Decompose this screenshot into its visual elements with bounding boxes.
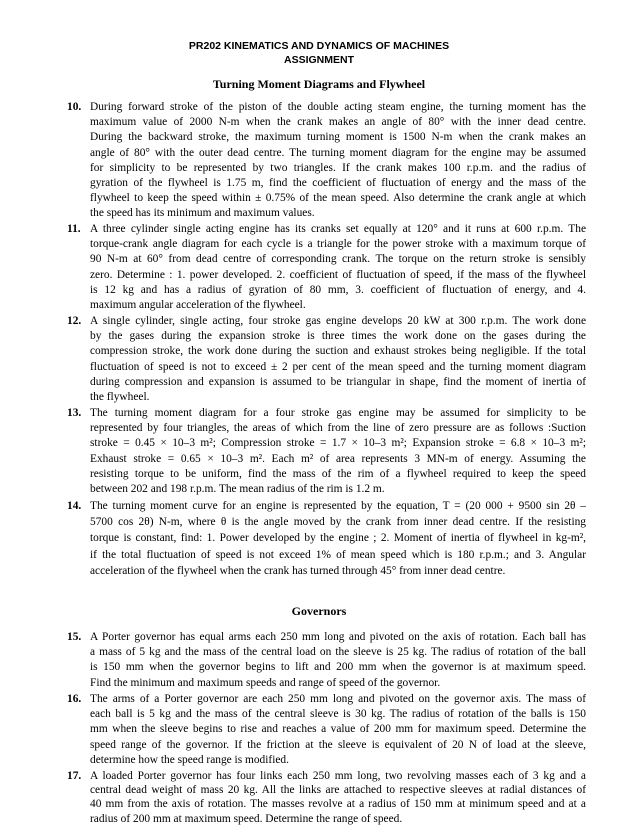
problem-line: maximum angular acceleration of the flywheel. — [90, 299, 306, 312]
problem-line: During forward stroke of the piston of the double acting steam engine, the turning moment has the — [90, 101, 586, 113]
problem-line: maximum value of 2000 N-m when the crank makes an angle of 80° with the inner dead centre. — [90, 116, 586, 129]
problem-line: flywheel to keep the speed within ± 0.75% of the mean speed. Also determine the crank angle at which — [90, 192, 586, 205]
problem-line: resisting torque to be uniform, find the mass of the rim of a flywheel required to keep the speed — [90, 467, 586, 480]
problem-line: Find the minimum and maximum speeds and range of speed of the governor. — [90, 676, 441, 689]
problem-line: A single cylinder, single acting, four stroke gas engine develops 20 kW at 300 r.p.m. The work done — [90, 315, 586, 327]
problem-line: torque is constant, find: 1. Power developed by the engine ; 2. Moment of inertia of flywheel in kg-m², — [90, 532, 586, 545]
problem-13 — [67, 406, 586, 497]
section-title-governors: Governors — [291, 604, 347, 618]
problem-number: 15. — [67, 631, 82, 643]
problem-line: A loaded Porter governor has four links each 250 mm long, two revolving masses each of 3 kg and a — [90, 770, 586, 782]
problem-line: radius of 200 mm at maximum speed. Determine the range of speed. — [90, 812, 403, 825]
problem-line: 5700 cos 2θ) N-m, where θ is the angle moved by the crank from inner dead centre. If the resisting — [90, 516, 586, 529]
problem-line: A Porter governor has equal arms each 250 mm long and pivoted on the axis of rotation. Each ball has — [90, 631, 586, 643]
problem-line: central dead weight of mass 20 kg. All the links are attached to respective sleeves at radial distances of — [90, 784, 586, 797]
problem-line: each ball is 5 kg and the mass of the central sleeve is 30 kg. The radius of rotation of the balls is 150 — [90, 708, 586, 721]
problem-line: zero. Determine : 1. power developed. 2. coefficient of fluctuation of speed, if the mass of the flywheel — [90, 268, 586, 281]
problem-line: During the backward stroke, the maximum turning moment is 1500 N-m when the crank makes an — [90, 131, 586, 144]
problem-line: compression stroke, the work done during the suction and exhaust strokes being negligible. If the total — [90, 345, 586, 358]
problem-line: stroke = 0.45 × 10–3 m²; Compression stroke = 1.7 × 10–3 m²; Expansion stroke = 6.8 × 10–3 m²; — [90, 437, 586, 450]
problem-line: angle of 80° with the outer dead centre. The turning moment diagram for the engine may be assumed — [90, 146, 586, 159]
problem-line: between 202 and 198 r.p.m. The mean radius of the rim is 1.2 m. — [90, 483, 385, 496]
problem-line: represented by four triangles, the areas of which from the line of zero pressure are as follows :Suction — [90, 422, 586, 435]
problem-line: The turning moment diagram for a four stroke gas engine may be assumed for simplicity to be — [90, 407, 586, 419]
problem-line: during compression and expansion is assumed to be triangular in shape, find the moment of inertia of — [90, 375, 586, 388]
problem-line: The turning moment curve for an engine is represented by the equation, T = (20 000 + 9500 sin 2θ – — [90, 500, 586, 512]
problem-number: 11. — [67, 223, 81, 235]
problem-line: is 150 mm when the governor begins to lift and 200 mm when the governor is at maximum speed. — [90, 661, 586, 674]
problem-number: 10. — [67, 101, 82, 113]
problem-line: 90 N-m at 60° from dead centre of corresponding crank. The torque on the return stroke is sensibly — [90, 253, 586, 266]
problem-line: speed range of the governor. If the friction at the sleeve is equivalent of 20 N of load at the sleeve, — [90, 738, 586, 751]
problem-line: The arms of a Porter governor are each 250 mm long and pivoted on the governor axis. The mass of — [90, 693, 586, 705]
problem-number: 13. — [67, 407, 82, 419]
problem-15 — [67, 630, 586, 691]
problem-line: if the total fluctuation of speed is not exceed 1% of mean speed which is 180 r.p.m.; and 3. Angular — [90, 548, 586, 561]
problem-line: acceleration of the flywheel when the crank has turned through 45° from inner dead centre. — [90, 564, 506, 577]
problem-number: 14. — [67, 500, 82, 512]
problem-16 — [67, 692, 586, 768]
problem-17 — [67, 769, 586, 826]
problem-line: a mass of 5 kg and the mass of the central load on the sleeve is 25 kg. The radius of rotation of the ball — [90, 646, 586, 659]
problem-line: A three cylinder single acting engine has its cranks set equally at 120° and it runs at 600 r.p.m. The — [90, 223, 586, 235]
problem-line: determine how the speed range is modified. — [90, 753, 289, 766]
problem-line: mm when the sleeve begins to rise and reaches a value of 200 mm for maximum speed. Determine the — [90, 723, 586, 736]
problem-number: 17. — [67, 770, 82, 782]
section-title-flywheel: Turning Moment Diagrams and Flywheel — [212, 77, 426, 91]
problem-line: Exhaust stroke = 0.65 × 10–3 m². Each m² of area represents 3 MN-m of energy. Assuming the — [90, 452, 586, 465]
problem-line: by the gases during the expansion stroke is three times the work done on the gases during the — [90, 330, 586, 343]
problem-line: the speed has its minimum and maximum values. — [90, 207, 315, 220]
problem-line: fluctuation of speed is not to exceed ± 2 per cent of the mean speed and the turning moment diagram — [90, 360, 586, 373]
problem-line: 40 mm from the axis of rotation. The masses revolve at a radius of 150 mm at minimum speed and at a — [90, 798, 586, 811]
problem-10 — [67, 100, 586, 222]
problem-line: the flywheel. — [90, 391, 150, 404]
problem-line: for simplicity to be represented by two triangles. If the crank makes 100 r.p.m. and the radius of — [90, 161, 586, 174]
problem-number: 16. — [67, 693, 82, 705]
problem-11 — [67, 222, 586, 313]
problem-12 — [67, 314, 586, 405]
problem-line: torque-crank angle diagram for each cycle is a triangle for the power stroke with a maximum torque of — [90, 238, 586, 251]
problem-number: 12. — [67, 315, 82, 327]
assignment-heading: ASSIGNMENT — [283, 54, 354, 66]
course-title: PR202 KINEMATICS AND DYNAMICS OF MACHINES — [188, 40, 450, 52]
problem-14 — [67, 498, 586, 579]
problem-line: gyration of the flywheel is 1.75 m, find the coefficient of fluctuation of energy and the mass of the — [90, 177, 586, 190]
problem-line: is 12 kg and has a radius of gyration of 80 mm, 3. coefficient of fluctuation of energy, and 4. — [90, 283, 586, 296]
